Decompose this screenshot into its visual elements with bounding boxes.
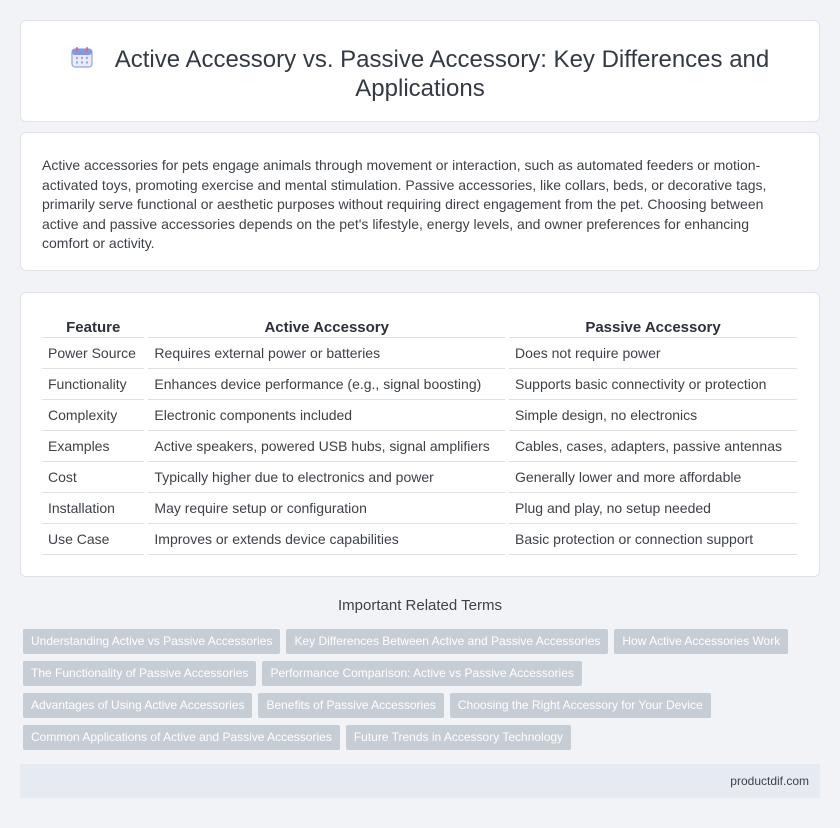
cell-passive: Basic protection or connection support bbox=[507, 523, 797, 554]
cell-active: Electronic components included bbox=[146, 399, 507, 430]
table-row bbox=[42, 492, 797, 523]
table-row bbox=[42, 399, 797, 430]
related-term-link[interactable]: How Active Accessories Work bbox=[614, 629, 788, 654]
tag-row bbox=[23, 629, 813, 661]
cell-feature: Complexity bbox=[42, 399, 146, 430]
table-row bbox=[42, 430, 797, 461]
header-active: Active Accessory bbox=[146, 315, 507, 337]
cell-active: Requires external power or batteries bbox=[146, 337, 507, 368]
tag-row bbox=[23, 693, 813, 725]
header-feature: Feature bbox=[42, 315, 146, 337]
footer-site-name[interactable]: productdif.com bbox=[730, 774, 809, 788]
related-term-link[interactable]: Common Applications of Active and Passive Accessories bbox=[23, 725, 340, 750]
related-term-link[interactable]: Future Trends in Accessory Technology bbox=[346, 725, 571, 750]
comparison-table bbox=[42, 315, 797, 555]
cell-active: May require setup or configuration bbox=[146, 492, 507, 523]
cell-active: Active speakers, powered USB hubs, signal amplifiers bbox=[146, 430, 507, 461]
cell-feature: Functionality bbox=[42, 368, 146, 399]
intro-paragraph: Active accessories for pets engage animals through movement or interaction, such as automated feeders or motion-activated toys, promoting exercise and mental stimulation. Passive accessories, like collars, beds, or decorative tags, primarily serve functional or aesthetic purposes without requiring direct engagement from the pet. Choosing between active and passive accessories depends on the pet's lifestyle, energy levels, and owner preferences for enhancing comfort or activity. bbox=[42, 157, 767, 251]
tag-row bbox=[23, 661, 813, 693]
related-term-link[interactable]: Benefits of Passive Accessories bbox=[258, 693, 443, 718]
related-term-link[interactable]: Choosing the Right Accessory for Your Device bbox=[450, 693, 711, 718]
cell-passive: Simple design, no electronics bbox=[507, 399, 797, 430]
related-term-link[interactable]: Understanding Active vs Passive Accessories bbox=[23, 629, 280, 654]
cell-passive: Plug and play, no setup needed bbox=[507, 492, 797, 523]
tag-row bbox=[23, 725, 813, 757]
related-terms-heading: Important Related Terms bbox=[338, 597, 502, 614]
cell-feature: Installation bbox=[42, 492, 146, 523]
header-card bbox=[20, 20, 820, 122]
cell-active: Enhances device performance (e.g., signal boosting) bbox=[146, 368, 507, 399]
related-term-link[interactable]: The Functionality of Passive Accessories bbox=[23, 661, 256, 686]
intro-card bbox=[20, 132, 820, 271]
cell-active: Typically higher due to electronics and power bbox=[146, 461, 507, 492]
related-terms-list bbox=[23, 629, 813, 757]
title-line-2: Applications bbox=[355, 75, 485, 102]
comparison-card bbox=[20, 292, 820, 577]
table-row bbox=[42, 337, 797, 368]
related-term-link[interactable]: Key Differences Between Active and Passive Accessories bbox=[286, 629, 608, 654]
header-passive: Passive Accessory bbox=[507, 315, 797, 337]
table-row bbox=[42, 368, 797, 399]
page-title bbox=[21, 45, 819, 103]
cell-passive: Supports basic connectivity or protection bbox=[507, 368, 797, 399]
related-term-link[interactable]: Advantages of Using Active Accessories bbox=[23, 693, 252, 718]
cell-passive: Does not require power bbox=[507, 337, 797, 368]
cell-passive: Generally lower and more affordable bbox=[507, 461, 797, 492]
cell-active: Improves or extends device capabilities bbox=[146, 523, 507, 554]
title-line-1: Active Accessory vs. Passive Accessory: Key Differences and bbox=[114, 46, 770, 73]
footer bbox=[20, 764, 820, 798]
table-header-row bbox=[42, 315, 797, 337]
cell-feature: Cost bbox=[42, 461, 146, 492]
cell-feature: Use Case bbox=[42, 523, 146, 554]
table-row bbox=[42, 523, 797, 554]
cell-feature: Examples bbox=[42, 430, 146, 461]
cell-feature: Power Source bbox=[42, 337, 146, 368]
cell-passive: Cables, cases, adapters, passive antennas bbox=[507, 430, 797, 461]
calendar-icon bbox=[71, 46, 93, 68]
table-row bbox=[42, 461, 797, 492]
related-term-link[interactable]: Performance Comparison: Active vs Passive Accessories bbox=[262, 661, 581, 686]
